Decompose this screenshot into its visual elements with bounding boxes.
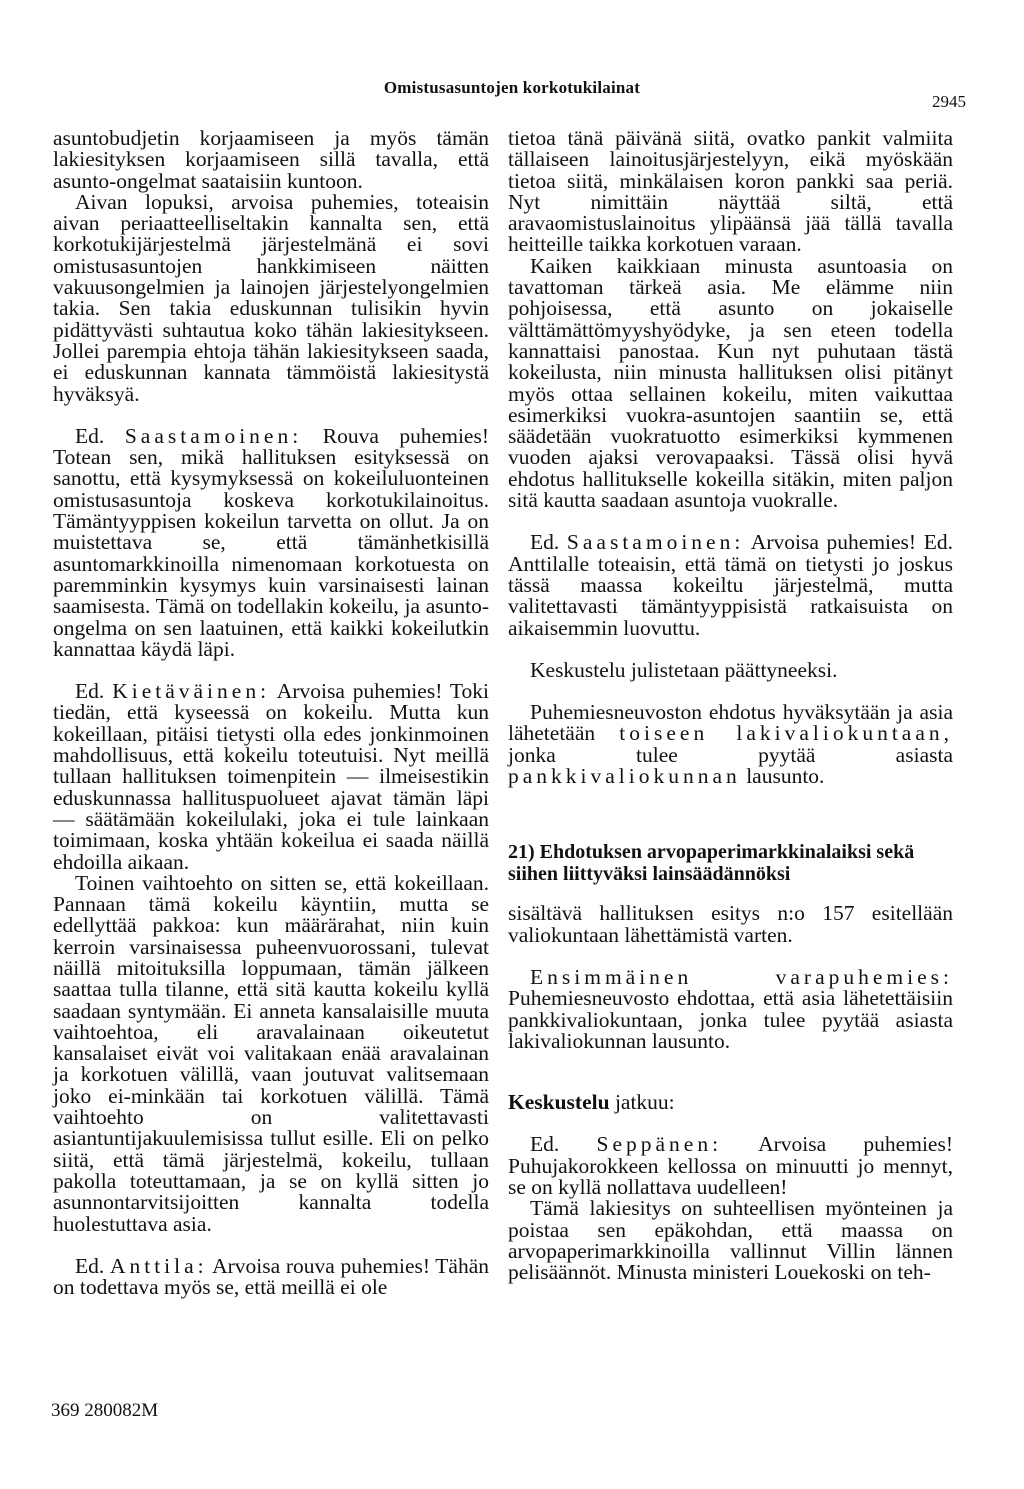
speaker-name: Saastamoinen:	[124, 423, 303, 448]
speech	[53, 681, 489, 873]
proposal-text: Puhemiesneuvoston ehdotus hyväksytään ja asia lähetetään	[508, 700, 953, 746]
speaker-name: Seppänen:	[596, 1132, 723, 1157]
speech	[508, 1134, 953, 1198]
speaker-name: Anttila:	[109, 1253, 208, 1278]
speech	[53, 1253, 489, 1300]
proposal	[508, 702, 953, 787]
speech-text: Arvoisa puhemies! Toki tiedän, että kyseessä on kokeilu. Mutta kun kokeillaan, pitäisi tietysti olla edes jonkinmoinen mahdollisuus, että kokeilu toteutuisi. Nyt meillä tullaan hallituksen toimenpitein — ilmeisestikin eduskunnassa hallituspuolueet ajavat tämän läpi — säätämään kokeilulaki, joka ei tule lainkaan toimimaan, koska yhtään kokeilua ei saada näillä ehdoilla aikaan.	[53, 679, 489, 874]
speaker-prefix: Ed.	[530, 1132, 560, 1157]
paragraph: Kaiken kaikkiaan minusta asuntoasia on tavattoman tärkeä asia. Me elämme niin pohjoisessa, että asunto on jokaiselle välttämättömyyshyödyke, ja sen eteen todella kannattaisi panostaa. Kun nyt puhutaan tästä kokeilusta, niin minusta hallituksen olisi pitänyt myös ottaa sellainen kokeilu, miten vaikuttaa esimerkiksi vuokra-asuntojen saantiin se, että säädetään vuokratuotto esimerkiksi kymmenen vuoden ajaksi verovapaaksi. Tässä olisi hyvä ehdotus hallitukselle kokeilla sitäkin, miten paljon sitä kautta saadaan asuntoja vuokralle.	[508, 253, 953, 513]
paragraph: Tämä lakiesitys on suhteellisen myönteinen ja poistaa sen epäkohdan, että maassa on arvopaperimarkkinoilla vallinnut Villin lännen pelisäännöt. Minusta ministeri Louekoski on teh-	[508, 1196, 953, 1285]
discussion-note	[508, 1092, 953, 1113]
closing-note: Keskustelu julistetaan päättyneeksi.	[530, 657, 838, 682]
page-number: 2945	[932, 92, 966, 111]
speech-text: Rouva puhemies! Totean sen, mikä hallituksen esityksessä on sanottu, että kysymyksessä on kokeiluluonteinen omistusasuntoja koskeva korkotukilainoitus. Tämäntyyppisen kokeilun tarvetta on ollut. Ja on muistettava se, että tämänhetkisillä asuntomarkkinoilla nimenomaan korkotuesta on paremminkin kysymys kuin varsinaisesti lainan saamisesta. Tämä on todellakin kokeilu, ja asunto-ongelma on sen laatuinen, että kaikki kokeilutkin kannattaa käydä läpi.	[53, 423, 489, 661]
speech	[53, 423, 489, 661]
paragraph: Aivan lopuksi, arvoisa puhemies, toteaisin aivan periaatteelliseltakin kannalta sen, että korkotukijärjestelmä järjestelmänä ei sovi omistusasuntojen hankkimiseen näitten vakuusongelmien ja lainojen järjestelyongelmien takia. Sen takia eduskunnan tulisikin hyvin pidättyvästi suhtautua koko tähän lakiesitykseen. Jollei parempia ehtoja tähän lakiesitykseen saada, ei eduskunnan kannata tämmöistä lakiesitystä hyväksyä.	[53, 189, 489, 406]
running-header-title: Omistusasuntojen korkotukilainat	[383, 78, 641, 97]
discussion-label: Keskustelu	[508, 1090, 610, 1115]
committee-name: toiseen lakivaliokuntaan,	[619, 721, 954, 746]
speech-text: Puhemiesneuvosto ehdottaa, että asia lähetettäisiin pankkivaliokuntaan, jonka tulee pyytää asiasta lakivaliokunnan lausunto.	[508, 986, 953, 1053]
speech-text: Arvoisa puhemies! Puhujakorokkeen kellossa on minuutti jo mennyt, se on kyllä nollattava uudelleen!	[508, 1132, 953, 1199]
speech-text: Arvoisa puhemies! Ed. Anttilalle toteaisin, että tämä on tietysti jo joskus tässä maassa kokeiltu järjestelmä, mutta valitettavasti tämäntyyppisistä ratkaisuista on aikaisemmin luovuttu.	[508, 530, 953, 640]
proposal-text: jonka tulee pyytää asiasta	[508, 742, 953, 767]
paragraph: asuntobudjetin korjaamiseen ja myös tämän lakiesityksen korjaamiseen sillä tavalla, että asunto-ongelmat saataisiin kuntoon.	[53, 126, 489, 193]
paragraph: tietoa tänä päivänä siitä, ovatko pankit valmiita tällaiseen lainoitusjärjestelyyn, eikä myöskään tietoa siitä, minkälaisen koron pankki saa periä. Nyt nimittäin näyttää siltä, että aravaomistuslainoitus ylipäänsä jää tällä tavalla heitteille taikka korkotuen varaan.	[508, 126, 953, 257]
committee-name: pankkivaliokunnan	[508, 764, 741, 789]
speaker-prefix: Ed.	[75, 423, 105, 448]
speaker-prefix: Ed.	[75, 679, 105, 704]
speaker-name: Ensimmäinen varapuhemies:	[530, 964, 953, 989]
speaker-prefix: Ed.	[75, 1253, 105, 1278]
paragraph: sisältävä hallituksen esitys n:o 157 esitellään valiokuntaan lähettämistä varten.	[508, 901, 953, 947]
proposal-text: lausunto.	[746, 764, 825, 789]
discussion-text: jatkuu:	[614, 1090, 675, 1115]
speaker-name: Saastamoinen:	[566, 530, 745, 555]
left-column	[53, 128, 489, 1298]
speaker-prefix: Ed.	[530, 530, 560, 555]
speech-text: Arvoisa rouva puhemies! Tähän on todettava myös se, että meillä ei ole	[53, 1253, 489, 1300]
section-heading: 21) Ehdotuksen arvopaperimarkkinalaiksi sekä siihen liittyväksi lainsäädännöksi	[508, 841, 915, 886]
paragraph: Toinen vaihtoehto on sitten se, että kokeillaan. Pannaan tämä kokeilu käyntiin, mutta se edellyttää pakkoa: kun määrärahat, niin kuin kerroin varsinaisessa puheenvuorossani, tulevat näillä mitoituksilla loppumaan, tämän jälkeen saattaa tulla tilanne, että sitä kautta kokeilu kyllä saadaan syntymään. Ei anneta kansalaisille muuta vaihtoehtoa, eli aravalainaan oikeutetut kansalaiset eivät voi valitakaan enää aravalainan ja korkotuen välillä, vaan joutuvat valitsemaan joko ei-minkään tai korkotuen välillä. Tämä vaihtoehto on valitettavasti asiantuntijakuulemisissa tullut esille. Eli on pelko siitä, että tämä järjestelmä, kokeilu, tullaan pakolla toteuttamaan, ja se on kyllä sitten jo asunnontarvitsijoitten kannalta todella huolestuttava asia.	[53, 870, 489, 1236]
speech	[508, 964, 953, 1053]
right-column	[508, 128, 953, 1283]
speaker-name: Kietäväinen:	[112, 679, 271, 704]
speech	[508, 532, 953, 638]
footer-code: 369 280082M	[51, 1400, 159, 1421]
